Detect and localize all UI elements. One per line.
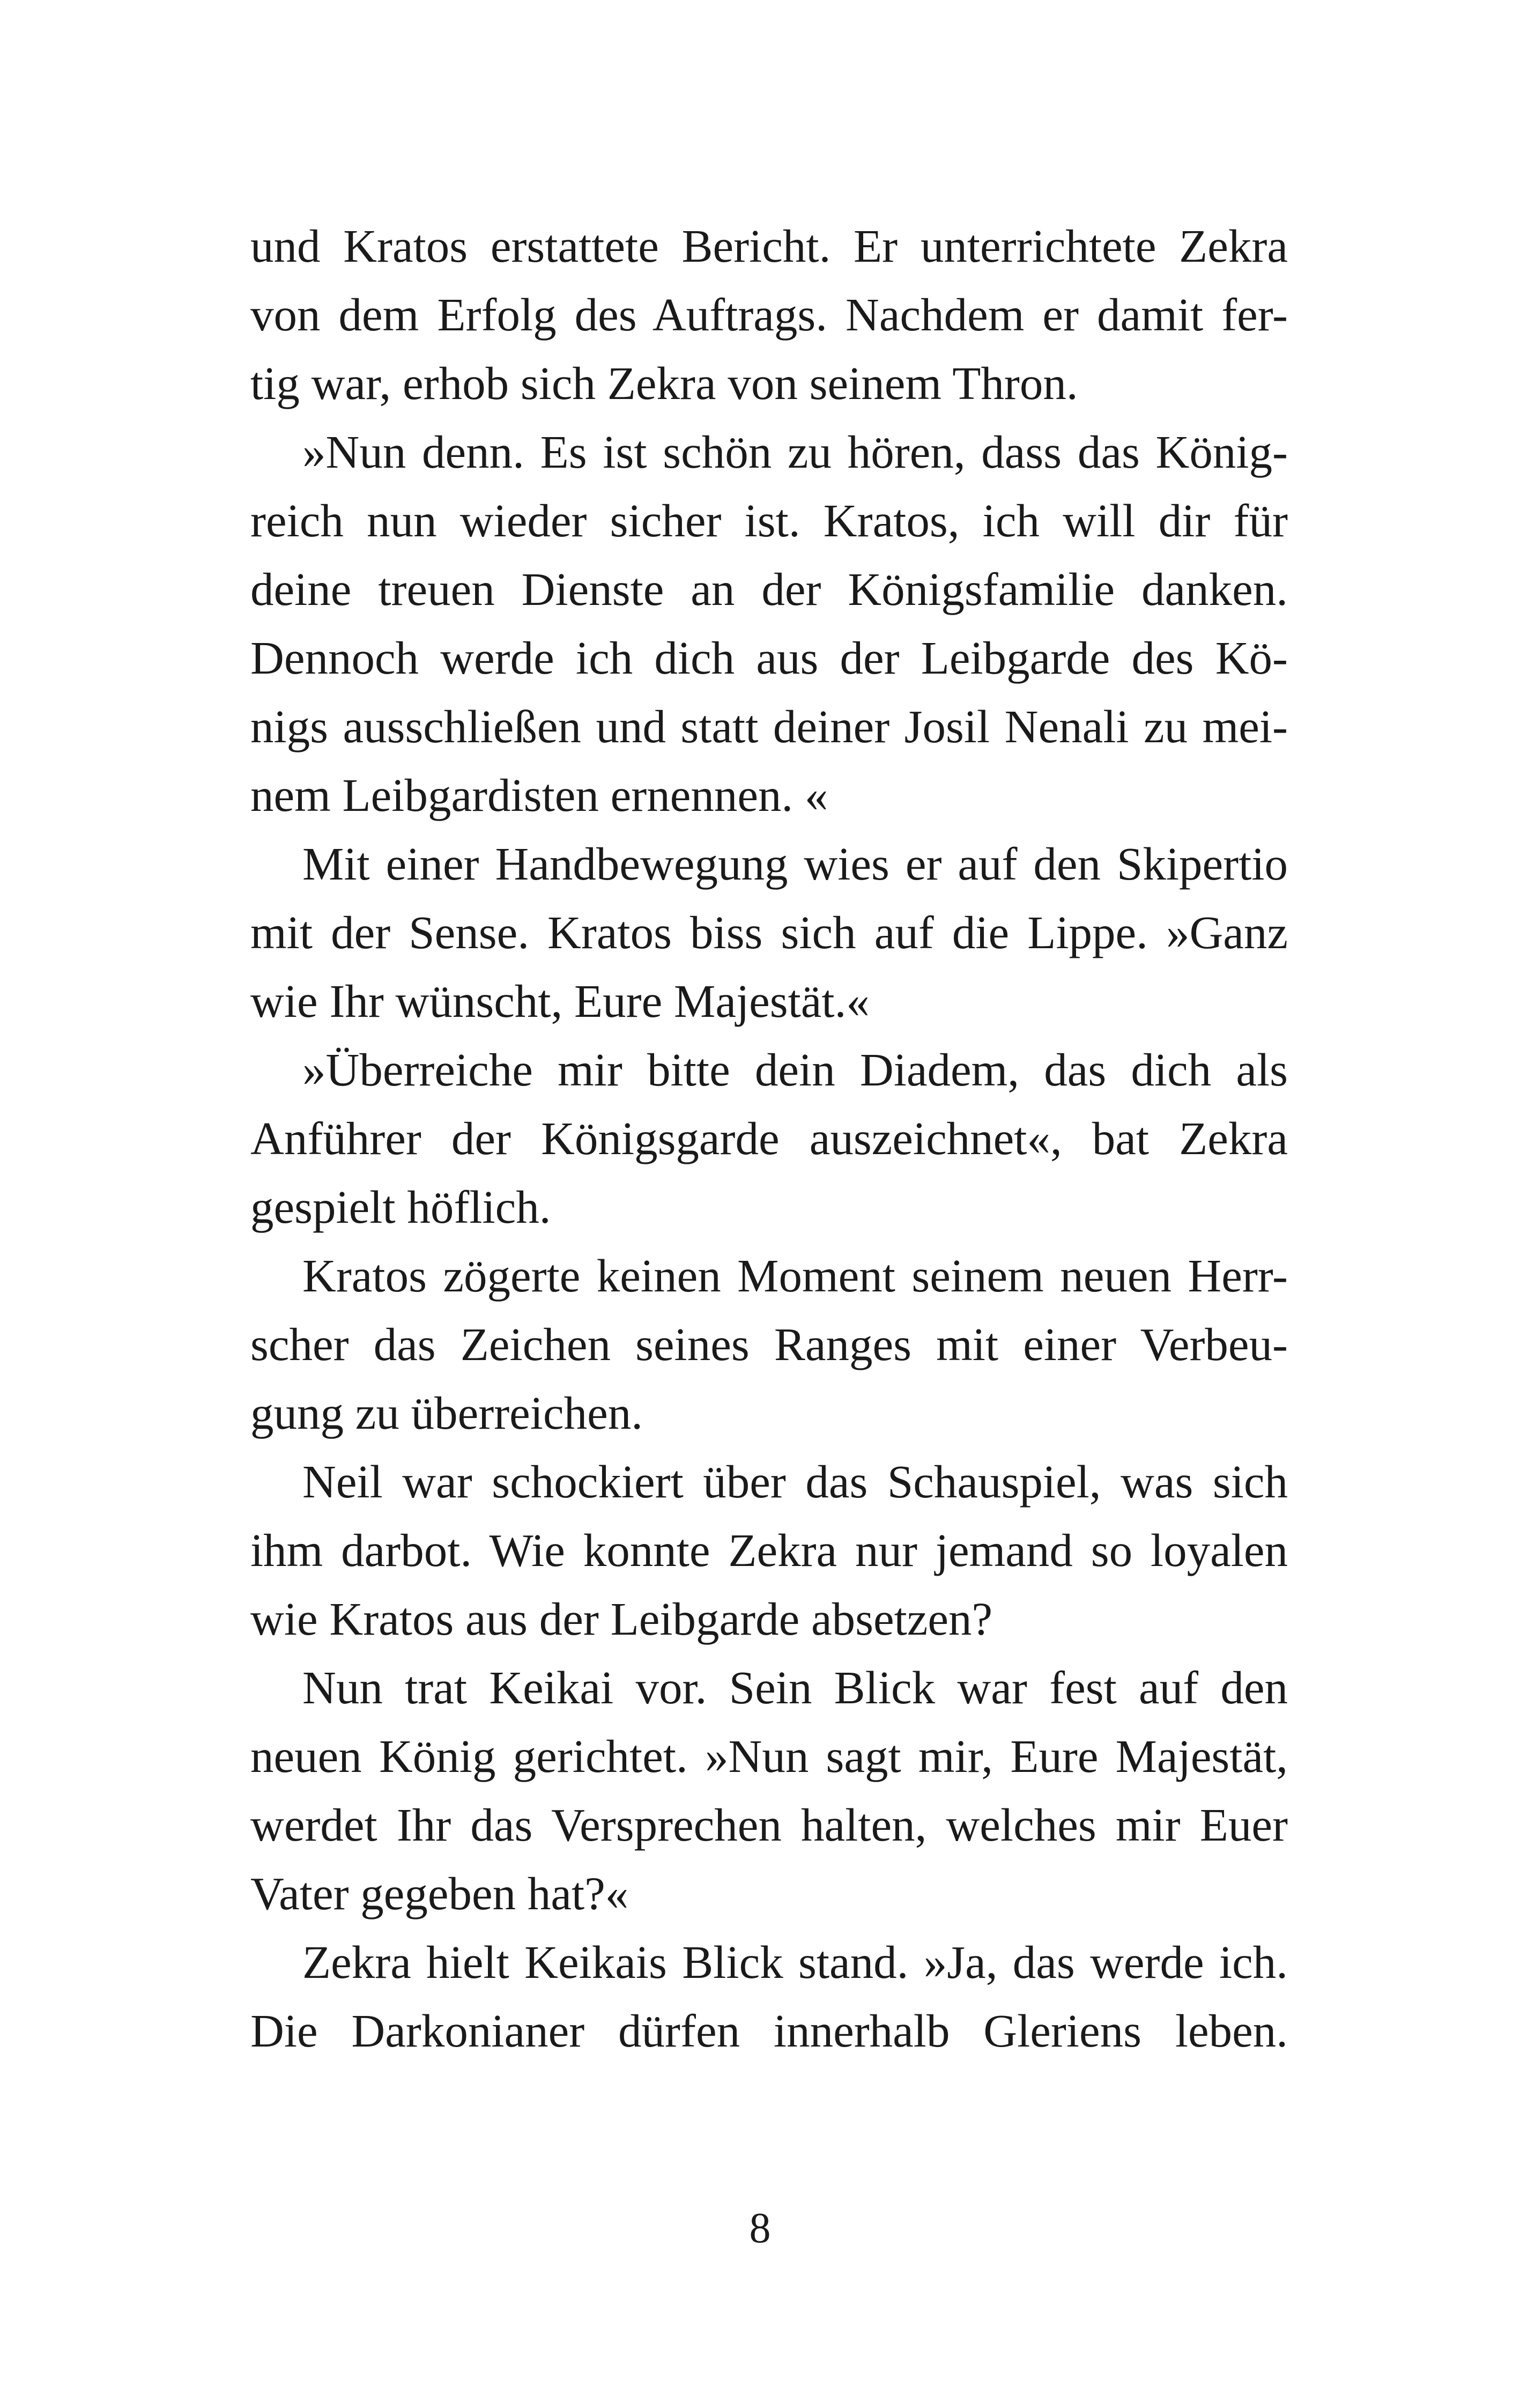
text-line: Kratos zögerte keinen Moment seinem neuen Herr- <box>302 1250 1288 1302</box>
text-line: deine treuen Dienste an der Königsfamilie danken. <box>250 563 1288 615</box>
text-line: nem Leibgardisten ernennen. « <box>250 769 828 821</box>
text-line: nigs ausschließen und statt deiner Josil Nenali zu mei- <box>250 700 1288 752</box>
text-line: mit der Sense. Kratos biss sich auf die Lippe. »Ganz <box>250 906 1288 958</box>
text-line: Die Darkonianer dürfen innerhalb Gleriens leben. <box>250 2005 1288 2057</box>
text-line: »Nun denn. Es ist schön zu hören, dass das König- <box>302 426 1288 478</box>
text-line: gespielt höflich. <box>250 1181 551 1233</box>
text-line: scher das Zeichen seines Ranges mit einer Verbeu- <box>250 1318 1288 1370</box>
text-line: Anführer der Königsgarde auszeichnet«, bat Zekra <box>250 1112 1288 1164</box>
text-line: Zekra hielt Keikais Blick stand. »Ja, das werde ich. <box>302 1936 1288 1988</box>
text-line: ihm darbot. Wie konnte Zekra nur jemand so loyalen <box>250 1524 1288 1576</box>
text-line: Nun trat Keikai vor. Sein Blick war fest auf den <box>302 1661 1288 1713</box>
text-line: »Überreiche mir bitte dein Diadem, das dich als <box>302 1044 1288 1096</box>
text-line: wie Ihr wünscht, Eure Majestät.« <box>250 975 870 1027</box>
text-line: werdet Ihr das Versprechen halten, welches mir Euer <box>250 1799 1288 1851</box>
text-line: Vater gegeben hat?« <box>250 1867 629 1919</box>
text-line: von dem Erfolg des Auftrags. Nachdem er damit fer- <box>250 289 1288 341</box>
text-line: neuen König gerichtet. »Nun sagt mir, Eure Majestät, <box>250 1730 1288 1782</box>
text-line: Dennoch werde ich dich aus der Leibgarde des Kö- <box>250 632 1288 684</box>
text-line: und Kratos erstattete Bericht. Er unterrichtete Zekra <box>250 220 1288 272</box>
page-number: 8 <box>749 2205 771 2252</box>
text-line: wie Kratos aus der Leibgarde absetzen? <box>250 1593 993 1645</box>
text-line: Mit einer Handbewegung wies er auf den Skipertio <box>302 838 1288 890</box>
text-line: gung zu überreichen. <box>250 1387 643 1439</box>
text-line: reich nun wieder sicher ist. Kratos, ich will dir für <box>250 494 1288 546</box>
body-text <box>250 212 1288 2065</box>
text-line: tig war, erhob sich Zekra von seinem Thron. <box>250 357 1078 409</box>
text-line: Neil war schockiert über das Schauspiel, was sich <box>302 1456 1288 1508</box>
